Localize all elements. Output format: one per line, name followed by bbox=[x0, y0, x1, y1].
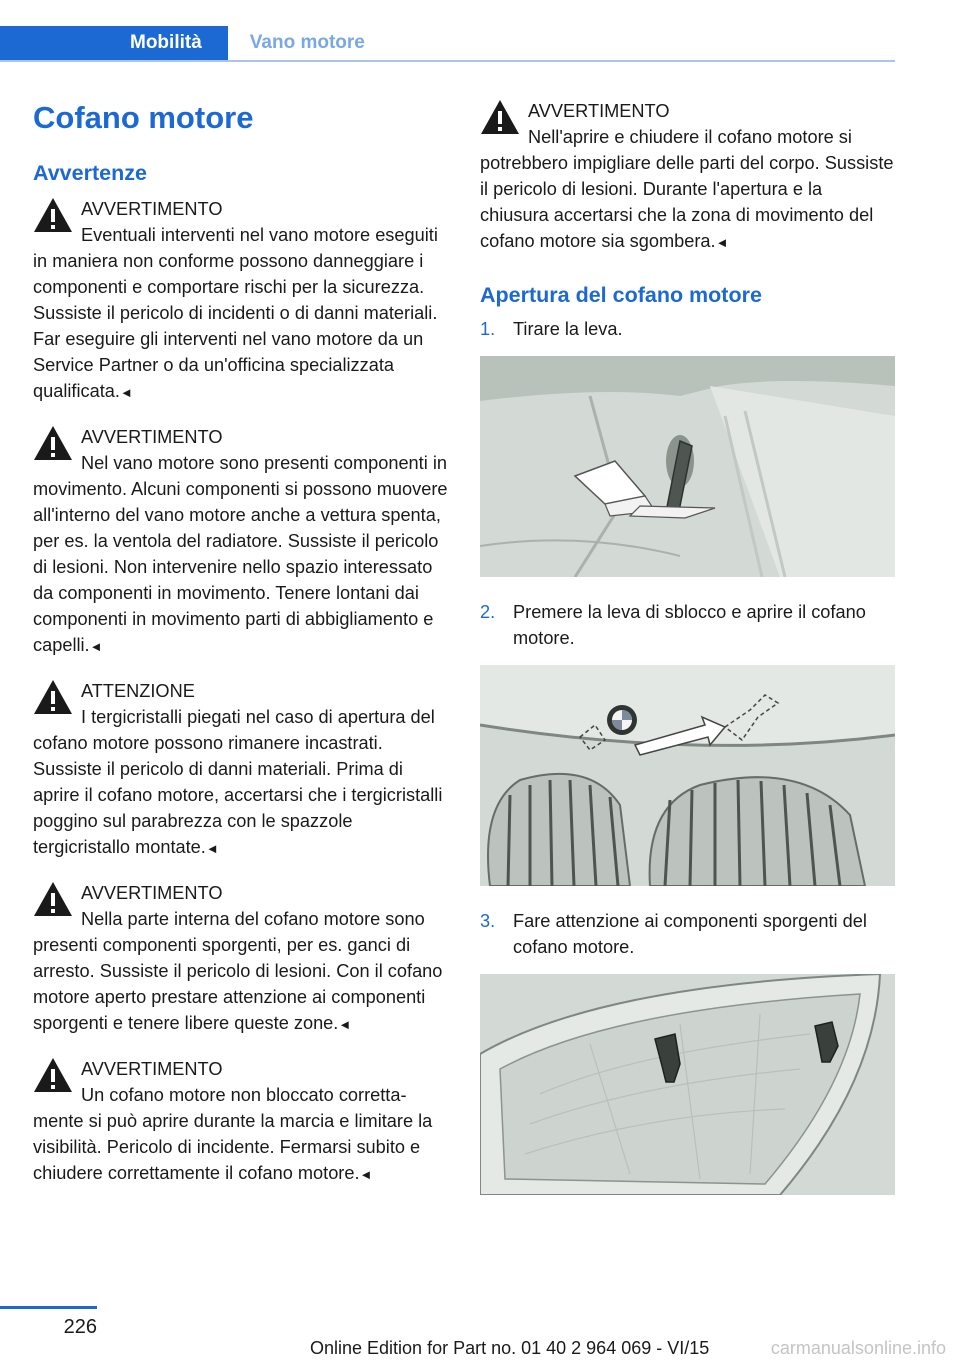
end-mark: ◄ bbox=[89, 639, 103, 654]
step-text: Premere la leva di sblocco e aprire il cofano motore. bbox=[513, 602, 866, 648]
step-number: 1. bbox=[480, 319, 496, 339]
page-number: 226 bbox=[63, 1316, 97, 1338]
step-text: Fare attenzione ai componenti sporgenti del cofano motore. bbox=[513, 911, 867, 957]
warning-triangle-icon bbox=[480, 98, 520, 136]
warning-label: AVVERTIMENTO bbox=[81, 199, 223, 219]
warning-text: Nel vano motore sono presenti componenti in movimento. Alcuni componenti si possono muovere all'interno del vano motore anche a vettura spenta, per es. la ventola del radiatore. Sussiste il pericolo di lesioni. Non intervenire nello spazio interessato da componenti in movimento. Tenere lontani dai componenti in movimento parti di abbigliamento e capelli.◄ bbox=[33, 453, 448, 655]
end-mark: ◄ bbox=[715, 235, 729, 250]
edition-note: Online Edition for Part no. 01 40 2 964 069 - VI/15 bbox=[310, 1338, 710, 1358]
end-mark: ◄ bbox=[119, 385, 133, 400]
end-mark: ◄ bbox=[205, 841, 219, 856]
warning-text: Eventuali interventi nel vano motore eseguiti in maniera non conforme possono danneggiare i componenti e comportare rischi per la sicurezza. Sussiste il pericolo di incidenti o di danni materiali. Far eseguire gli interventi nel vano motore da un Service Partner o da un'officina specializzata qualificata.◄ bbox=[33, 225, 438, 401]
warning-label: AVVERTIMENTO bbox=[528, 101, 670, 121]
warning-label: AVVERTIMENTO bbox=[81, 883, 223, 903]
hood-underside-illustration bbox=[480, 974, 895, 1195]
step-text: Tirare la leva. bbox=[513, 319, 623, 339]
left-column bbox=[33, 98, 448, 1206]
end-mark: ◄ bbox=[338, 1017, 352, 1032]
lever-illustration bbox=[480, 356, 895, 577]
warning-triangle-icon bbox=[33, 1056, 73, 1094]
step-item bbox=[480, 908, 895, 960]
right-column bbox=[480, 98, 895, 1217]
section-subtitle: Avvertenze bbox=[33, 161, 147, 185]
page-title: Cofano motore bbox=[33, 100, 254, 135]
warning-triangle-icon bbox=[33, 880, 73, 918]
warning-label: AVVERTIMENTO bbox=[81, 427, 223, 447]
step-number: 3. bbox=[480, 911, 496, 931]
warning-text: I tergicristalli piegati nel caso di apertura del cofano motore possono rimanere incastrati. Sussiste il pericolo di danni materiali. Prima di aprire il cofano motore, accertarsi che i tergicristalli poggino sul parabrezza con le spazzole tergicristallo montate.◄ bbox=[33, 707, 443, 857]
warning-block bbox=[33, 880, 448, 1038]
warning-block bbox=[33, 1056, 448, 1188]
warning-text: Un cofano motore non bloccato correttamente si può aprire durante la marcia e limitare la visibilità. Pericolo di incidente. Fermarsi subito e chiudere correttamente il cofano motore.◄ bbox=[33, 1085, 433, 1183]
opening-subtitle: Apertura del cofano motore bbox=[480, 283, 762, 307]
warning-block bbox=[480, 98, 895, 256]
warning-text: Nella parte interna del cofano motore sono presenti componenti sporgenti, per es. ganci di arresto. Sussiste il pericolo di lesioni. Con il cofano motore aperto prestare attenzione ai componenti sporgenti e tenere libere queste zone.◄ bbox=[33, 909, 443, 1033]
warning-triangle-icon bbox=[33, 424, 73, 462]
topic-tab[interactable]: Vano motore bbox=[249, 32, 365, 53]
warning-text: Nell'aprire e chiudere il cofano motore si potrebbero impigliare delle parti del corpo. Sussiste il pericolo di lesioni. Durante l'apertura e la chiusura accertarsi che la zona di movimento del cofano motore sia sgombera.◄ bbox=[480, 127, 894, 251]
warning-triangle-icon bbox=[33, 678, 73, 716]
watermark: carmanualsonline.info bbox=[770, 1338, 946, 1358]
hood-release-illustration bbox=[480, 665, 895, 886]
warning-label: AVVERTIMENTO bbox=[81, 1059, 223, 1079]
section-tab[interactable]: Mobilità bbox=[0, 26, 228, 60]
warning-triangle-icon bbox=[33, 196, 73, 234]
header-rule bbox=[0, 60, 895, 62]
step-item bbox=[480, 316, 895, 342]
warning-label: ATTENZIONE bbox=[81, 681, 195, 701]
warning-block bbox=[33, 424, 448, 660]
footer-rule bbox=[0, 1306, 97, 1309]
end-mark: ◄ bbox=[359, 1167, 373, 1182]
warning-block bbox=[33, 196, 448, 406]
step-item bbox=[480, 599, 895, 651]
caution-block bbox=[33, 678, 448, 862]
header-tabs bbox=[0, 26, 387, 60]
step-number: 2. bbox=[480, 602, 496, 622]
